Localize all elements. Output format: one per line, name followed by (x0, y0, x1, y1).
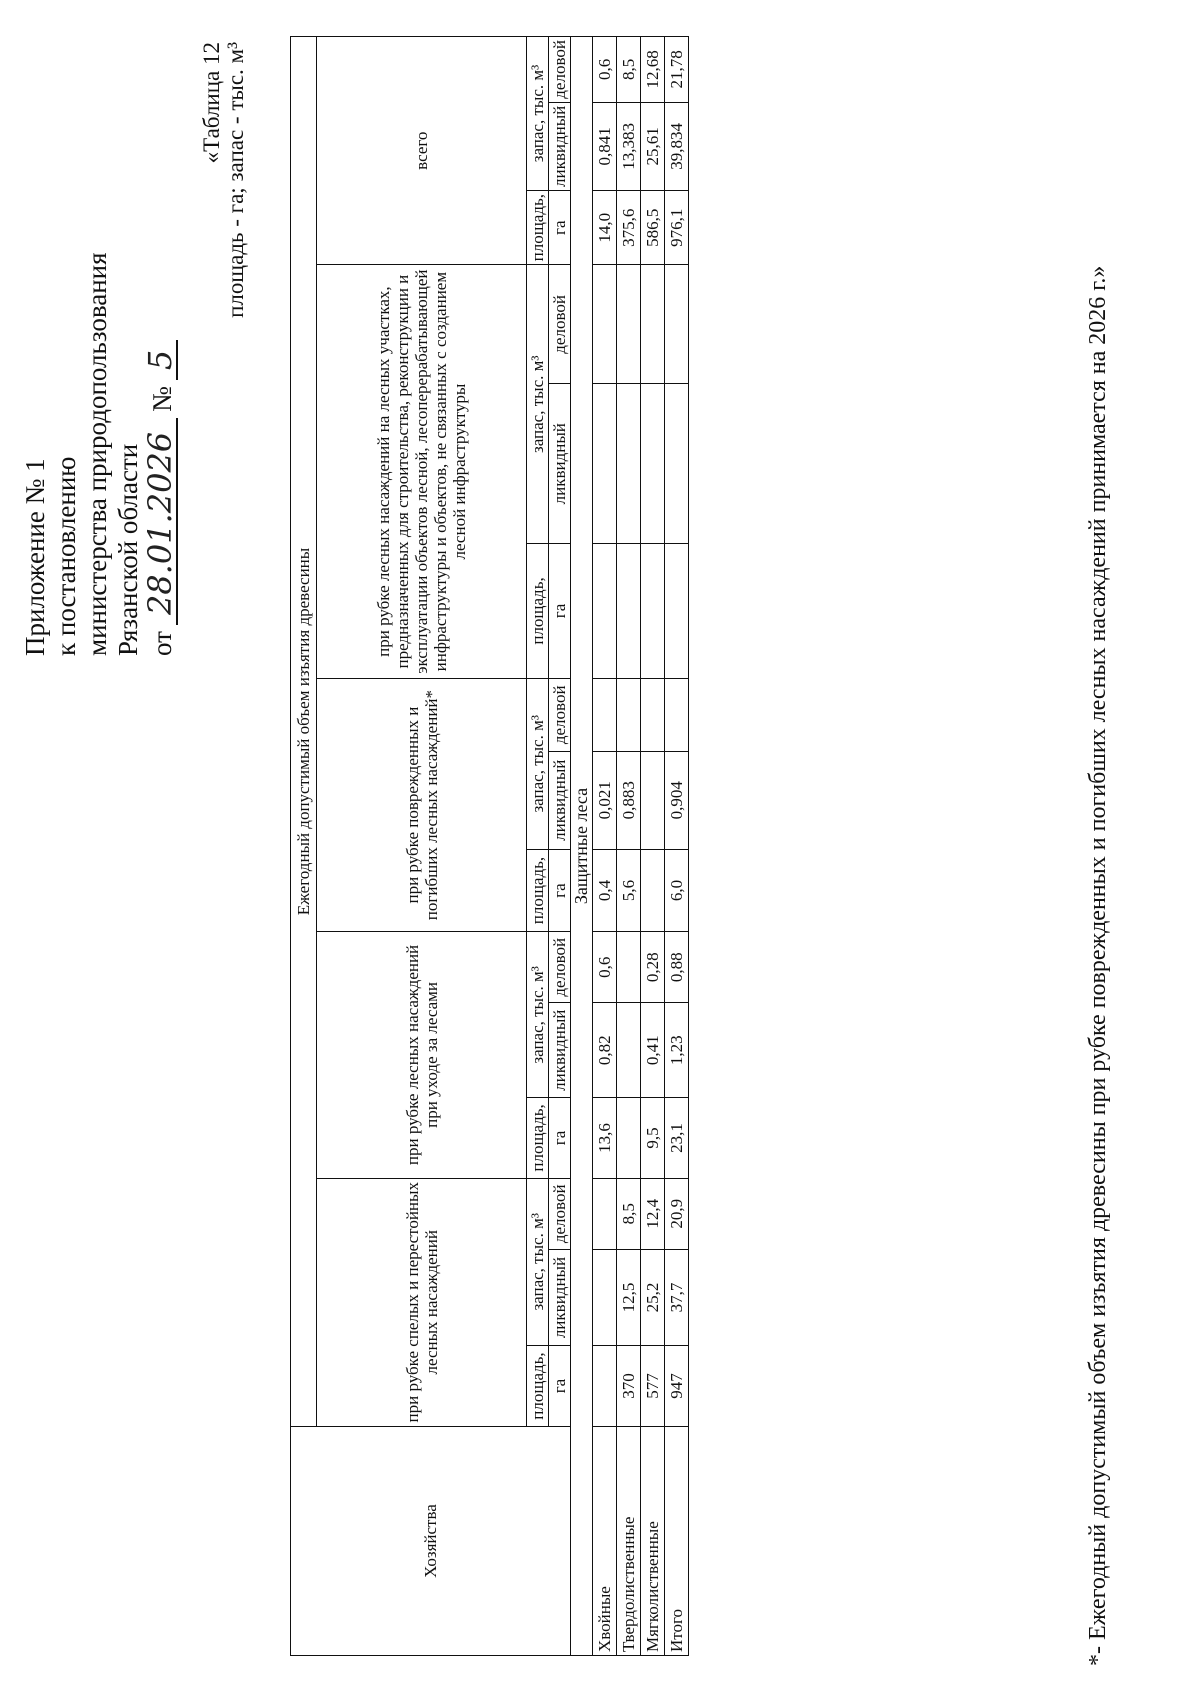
table-cell (593, 544, 617, 679)
appendix-header (20, 252, 178, 656)
felling-volume-table (290, 36, 689, 1656)
area-subheader: площадь, (527, 1346, 549, 1427)
table-cell: 0,88 (665, 932, 689, 1003)
table-caption (200, 42, 248, 318)
table-cell: 0,6 (593, 37, 617, 103)
table-cell: 23,1 (665, 1098, 689, 1178)
col-farm-header: Хозяйства (291, 1427, 571, 1656)
group-damaged-header: при рубке поврежденных и погибших лесных насаждений* (317, 678, 527, 932)
table-cell: 370 (617, 1346, 641, 1427)
business-subheader: деловой (549, 678, 571, 751)
footnote: *- Ежегодный допустимый объем изъятия древесины при рубке поврежденных и погибших лесных насаждений принимается на 2026 г.» (1085, 265, 1111, 1666)
table-cell: 8,5 (617, 1178, 641, 1249)
table-cell: 25,2 (641, 1250, 665, 1346)
table-row (593, 37, 617, 1656)
handwritten-date: 28.01.2026 (144, 418, 178, 625)
table-cell (641, 678, 665, 751)
area-subheader: площадь, (527, 191, 549, 265)
area-unit-subheader: га (549, 849, 571, 932)
table-name: «Таблица 12 (199, 42, 224, 164)
table-cell: 12,68 (641, 37, 665, 103)
table-cell: 20,9 (665, 1178, 689, 1249)
table-units: площадь - га; запас - тыс. м³ (223, 42, 248, 318)
table-cell (665, 678, 689, 751)
liquid-subheader: ликвидный (549, 1003, 571, 1098)
table-cell (665, 384, 689, 544)
stock-subheader: запас, тыс. м³ (527, 932, 549, 1098)
table-cell (617, 544, 641, 679)
table-cell: 0,4 (593, 849, 617, 932)
table-cell: 0,41 (641, 1003, 665, 1098)
table-cell: 6,0 (665, 849, 689, 932)
table-cell (593, 384, 617, 544)
table-cell: 0,883 (617, 751, 641, 849)
table-cell: 976,1 (665, 191, 689, 265)
business-subheader: деловой (549, 37, 571, 103)
table-cell: 0,6 (593, 932, 617, 1003)
table-cell (593, 1346, 617, 1427)
row-name: Хвойные (593, 1427, 617, 1656)
stock-subheader: запас, тыс. м³ (527, 1178, 549, 1346)
liquid-subheader: ликвидный (549, 751, 571, 849)
table-cell (593, 1178, 617, 1249)
area-subheader: площадь, (527, 544, 549, 679)
table-cell: 0,904 (665, 751, 689, 849)
row-name: Итого (665, 1427, 689, 1656)
area-unit-subheader: га (549, 544, 571, 679)
table-cell: 9,5 (641, 1098, 665, 1178)
stock-subheader: запас, тыс. м³ (527, 37, 549, 191)
header-line-4: Рязанской области (113, 443, 143, 656)
table-cell: 0,28 (641, 932, 665, 1003)
group-construction-header: при рубке лесных насаждений на лесных участках, предназначенных для строительства, реконструкции и эксплуатации объектов лесной, лесоперерабатывающей инфраструктуры и объектов, не связанных с созданием лесной инфраструктуры (317, 265, 527, 678)
col-group-header: Ежегодный допустимый объем изъятия древесины (291, 37, 317, 1427)
area-subheader: площадь, (527, 1098, 549, 1178)
table-cell (641, 849, 665, 932)
table-cell: 25,61 (641, 102, 665, 190)
area-unit-subheader: га (549, 1346, 571, 1427)
table-cell (617, 1003, 641, 1098)
handwritten-number: 5 (144, 340, 178, 380)
group-care-header: при рубке лесных насаждений при уходе за лесами (317, 932, 527, 1178)
table-cell (641, 544, 665, 679)
table-cell: 1,23 (665, 1003, 689, 1098)
table-cell: 586,5 (641, 191, 665, 265)
table-cell (641, 384, 665, 544)
number-prefix: № (147, 386, 177, 412)
header-line-1: Приложение № 1 (20, 458, 50, 656)
date-number-line (141, 252, 179, 656)
table-cell (617, 265, 641, 384)
table-cell (617, 1098, 641, 1178)
table-cell (593, 1250, 617, 1346)
area-unit-subheader: га (549, 1098, 571, 1178)
table-cell (641, 751, 665, 849)
stock-subheader: запас, тыс. м³ (527, 265, 549, 544)
table-cell: 13,383 (617, 102, 641, 190)
date-prefix: от (147, 631, 177, 656)
table-cell: 0,021 (593, 751, 617, 849)
liquid-subheader: ликвидный (549, 384, 571, 544)
table-cell (617, 678, 641, 751)
section-protective-forests: Защитные леса (571, 37, 593, 1656)
area-unit-subheader: га (549, 191, 571, 265)
table-cell (617, 932, 641, 1003)
table-cell (665, 265, 689, 384)
table-cell: 12,5 (617, 1250, 641, 1346)
business-subheader: деловой (549, 265, 571, 384)
table-row (665, 37, 689, 1656)
table-cell: 0,841 (593, 102, 617, 190)
table-cell: 5,6 (617, 849, 641, 932)
table-cell (593, 678, 617, 751)
table-row (641, 37, 665, 1656)
table-cell: 0,82 (593, 1003, 617, 1098)
table-cell: 14,0 (593, 191, 617, 265)
table-cell: 21,78 (665, 37, 689, 103)
table-cell: 12,4 (641, 1178, 665, 1249)
table-cell: 577 (641, 1346, 665, 1427)
business-subheader: деловой (549, 1178, 571, 1249)
liquid-subheader: ликвидный (549, 1250, 571, 1346)
table-cell: 39,834 (665, 102, 689, 190)
row-name: Мягколиственные (641, 1427, 665, 1656)
table-cell (641, 265, 665, 384)
table-cell: 37,7 (665, 1250, 689, 1346)
table-cell: 375,6 (617, 191, 641, 265)
table-cell: 947 (665, 1346, 689, 1427)
table-cell (593, 265, 617, 384)
business-subheader: деловой (549, 932, 571, 1003)
table-cell (665, 544, 689, 679)
table-cell (617, 384, 641, 544)
header-line-3: министерства природопользования (82, 252, 112, 656)
row-name: Твердолиственные (617, 1427, 641, 1656)
table-row (617, 37, 641, 1656)
table-cell: 8,5 (617, 37, 641, 103)
liquid-subheader: ликвидный (549, 102, 571, 190)
header-line-2: к постановлению (51, 456, 81, 656)
area-subheader: площадь, (527, 849, 549, 932)
group-mature-header: при рубке спелых и перестойных лесных насаждений (317, 1178, 527, 1426)
table-cell: 13,6 (593, 1098, 617, 1178)
group-total-header: всего (317, 37, 527, 265)
stock-subheader: запас, тыс. м³ (527, 678, 549, 849)
